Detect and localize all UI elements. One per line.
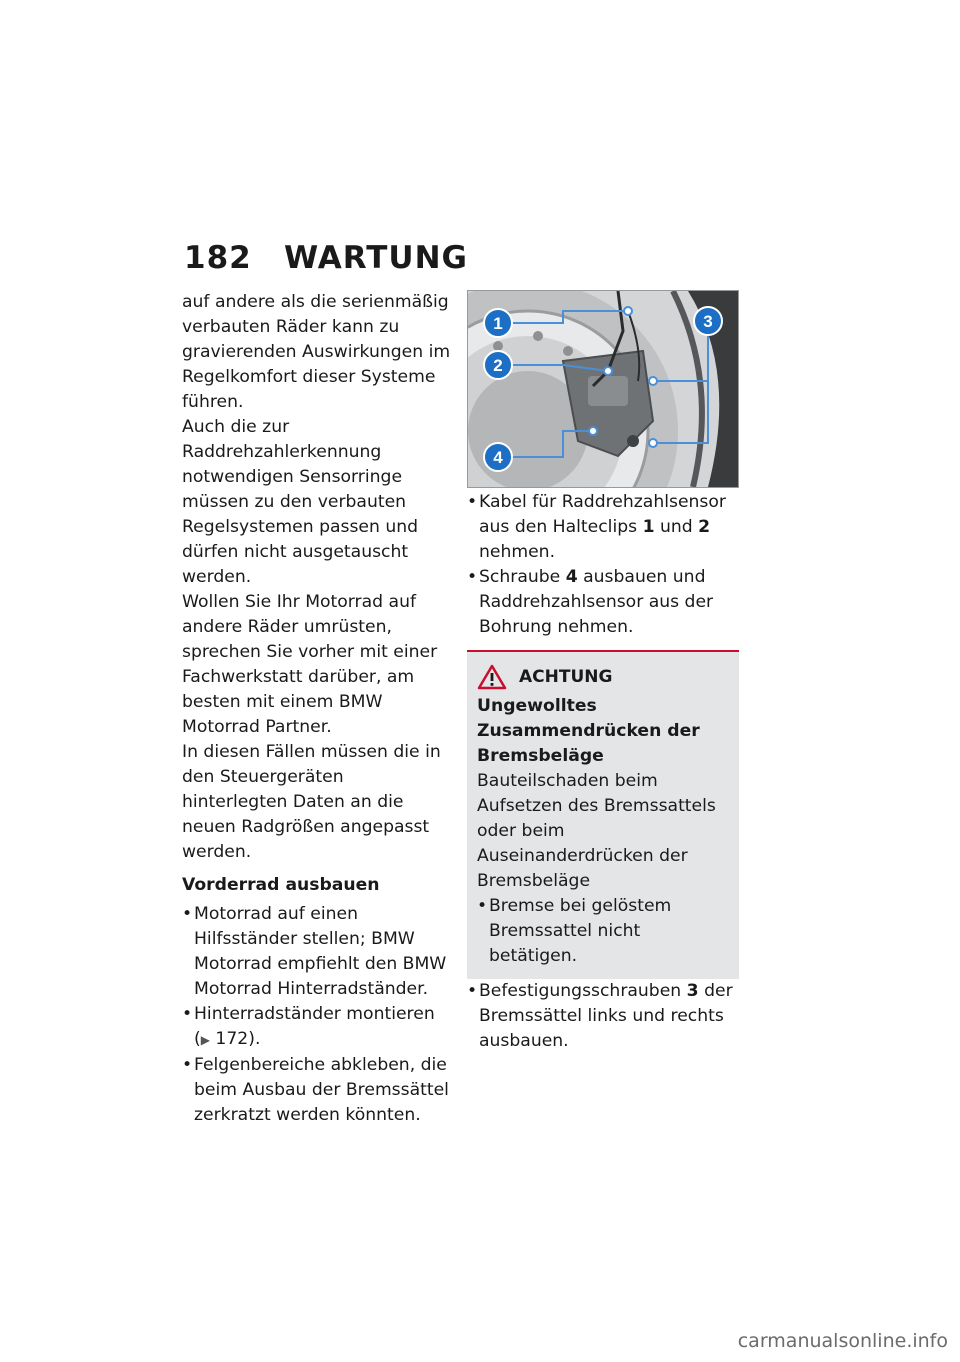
- svg-text:2: 2: [493, 356, 503, 375]
- instruction-list: [182, 902, 452, 1128]
- list-item: • Felgenbereiche abkleben, die beim Ausbau der Bremssättel zerkratzt werden könnten.: [182, 1053, 452, 1128]
- section-heading: Vorderrad ausbauen: [182, 875, 380, 895]
- instruction-list: [467, 979, 739, 1054]
- list-item-text: Kabel für Raddrehzahlsensor aus den Halteclips: [479, 492, 726, 537]
- warning-box: [467, 650, 739, 979]
- svg-text:1: 1: [493, 314, 503, 333]
- svg-text:4: 4: [493, 448, 503, 467]
- callout-1-marker: [484, 309, 512, 337]
- brake-caliper-illustration: [468, 291, 738, 487]
- list-item-text: ausbauen und Raddrehzahlsensor aus der Bohrung nehmen.: [479, 567, 714, 637]
- callout-ref-1: 1: [642, 517, 655, 537]
- list-item-text: Befestigungsschrauben: [479, 981, 687, 1001]
- list-item-text: der Bremssättel links und rechts ausbauen.: [479, 981, 733, 1051]
- callout-ref-2: 2: [698, 517, 711, 537]
- page-reference-link[interactable]: 172: [215, 1029, 249, 1049]
- list-item: [182, 1002, 452, 1053]
- list-item-text: nehmen.: [479, 542, 556, 562]
- callout-4-marker: [484, 443, 512, 471]
- arrow-icon: ▶: [200, 1033, 210, 1047]
- page-number: 182: [184, 240, 252, 276]
- callout-3-marker: [694, 307, 722, 335]
- list-item: [467, 979, 739, 1054]
- list-item-text: und: [654, 517, 699, 537]
- instruction-list: [467, 490, 739, 640]
- list-item: [467, 565, 739, 640]
- reference-close: ).: [248, 1029, 261, 1049]
- page-header: [184, 240, 468, 276]
- list-item: [467, 490, 739, 565]
- warning-title: [477, 664, 729, 690]
- warning-heading: Ungewolltes Zusammendrücken der Bremsbeläge: [477, 696, 700, 766]
- paragraph: Auch die zur Raddrehzahlerkennung notwendigen Sensorringe müssen zu den verbauten Regelsystemen passen und dürfen nicht ausgetauscht werden.: [182, 417, 419, 587]
- paragraph: In diesen Fällen müssen die in den Steuergeräten hinterlegten Daten an die neuen Radgrößen angepasst werden.: [182, 742, 441, 862]
- svg-text:3: 3: [703, 312, 713, 331]
- section-title: WARTUNG: [284, 240, 468, 276]
- warning-list-item: • Bremse bei gelöstem Bremssattel nicht betätigen.: [477, 894, 729, 969]
- warning-triangle-icon: [477, 664, 507, 690]
- paragraph: auf andere als die serienmäßig verbauten Räder kann zu gravierenden Auswirkungen im Regelkomfort dieser Systeme führen.: [182, 292, 451, 412]
- right-column: [467, 290, 739, 1054]
- paragraph: Wollen Sie Ihr Motorrad auf andere Räder umrüsten, sprechen Sie vorher mit einer Fachwerkstatt darüber, am besten mit einem BMW Motorrad Partner.: [182, 592, 438, 737]
- warning-text: Bauteilschaden beim Aufsetzen des Bremssattels oder beim Auseinanderdrücken der Bremsbeläge: [477, 771, 716, 891]
- left-column: [182, 290, 452, 1128]
- brake-caliper-figure: [467, 290, 739, 488]
- list-item-text: Schraube: [479, 567, 566, 587]
- warning-label: ACHTUNG: [519, 666, 613, 687]
- callout-2-marker: [484, 351, 512, 379]
- warning-list: [477, 894, 729, 969]
- callout-ref-4: 4: [565, 567, 578, 587]
- list-item-text: Hinterradständer montieren (: [194, 1004, 435, 1049]
- callout-ref-3: 3: [686, 981, 699, 1001]
- list-item: • Motorrad auf einen Hilfsständer stellen; BMW Motorrad empfiehlt den BMW Motorrad Hinterradständer.: [182, 902, 452, 1002]
- watermark: carmanualsonline.info: [737, 1330, 948, 1352]
